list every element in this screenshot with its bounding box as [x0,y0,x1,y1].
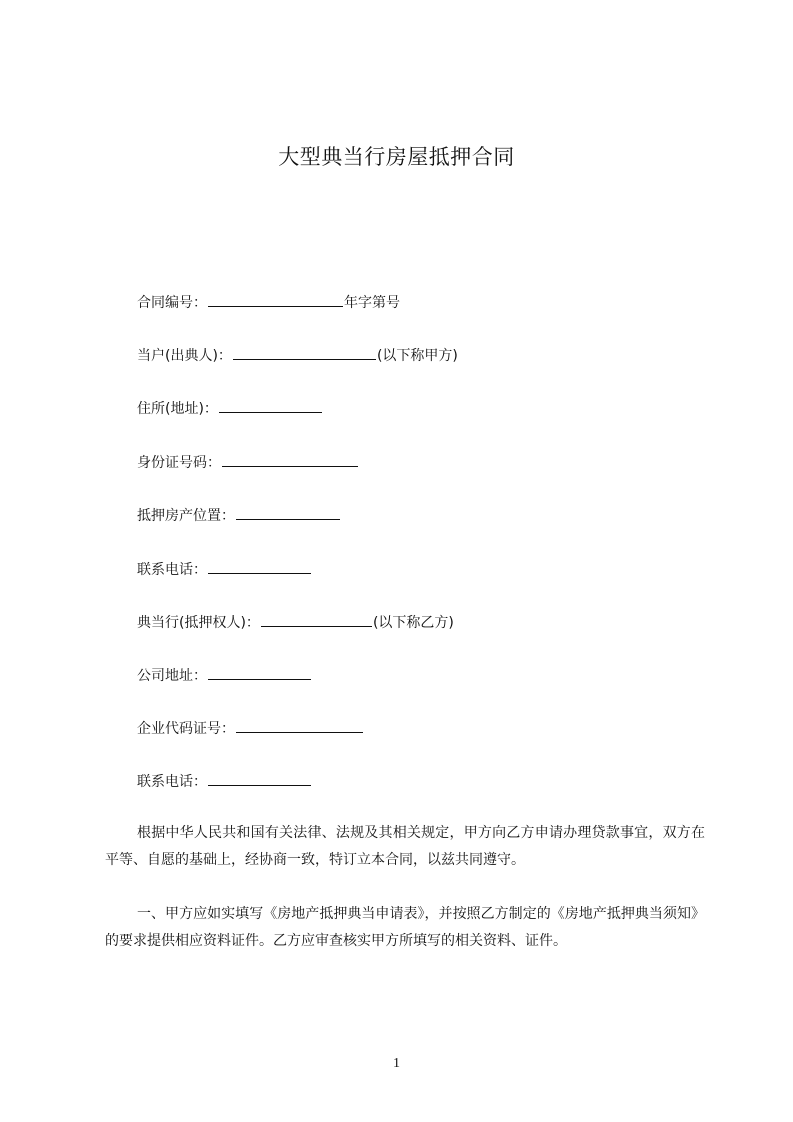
document-title: 大型典当行房屋抵押合同 [278,145,515,169]
company-address-blank[interactable] [208,665,311,680]
property-location-blank[interactable] [236,505,340,520]
pawnshop-blank[interactable] [261,612,372,627]
address-blank[interactable] [219,398,322,413]
pawnshop-label: 典当行(抵押权人)： [137,615,260,631]
phone-b-blank[interactable] [208,771,311,786]
contract-number-label: 合同编号： [137,295,207,311]
id-number-blank[interactable] [222,452,358,467]
pawnshop-field [137,612,454,633]
enterprise-code-label: 企业代码证号： [137,721,235,737]
pawner-blank[interactable] [233,345,376,360]
phone-a-field [137,559,312,580]
phone-b-label: 联系电话： [137,774,207,790]
property-location-field [137,505,341,526]
contract-number-field [137,292,400,313]
pawner-field [137,345,458,366]
pawnshop-suffix: (以下称乙方) [372,615,454,631]
clause-1-paragraph: 一、甲方应如实填写《房地产抵押典当申请表》，并按照乙方制定的《房地产抵押典当须知》的要求提供相应资料证件。乙方应审查核实甲方所填写的相关资料、证件。 [105,906,705,949]
enterprise-code-blank[interactable] [236,718,363,733]
preamble-paragraph: 根据中华人民共和国有关法律、法规及其相关规定，甲方向乙方申请办理贷款事宜，双方在平等、自愿的基础上，经协商一致，特订立本合同，以兹共同遵守。 [105,825,705,868]
id-number-field [137,452,359,473]
page-number: 1 [393,1056,400,1071]
id-number-label: 身份证号码： [137,455,221,471]
address-field [137,398,323,419]
pawner-label: 当户(出典人)： [137,348,232,364]
phone-a-blank[interactable] [208,559,311,574]
phone-b-field [137,771,312,792]
property-location-label: 抵押房产位置： [137,508,235,524]
company-address-field [137,665,312,686]
phone-a-label: 联系电话： [137,562,207,578]
pawner-suffix: (以下称甲方) [376,348,458,364]
company-address-label: 公司地址： [137,668,207,684]
enterprise-code-field [137,718,364,739]
address-label: 住所(地址)： [137,401,218,417]
contract-number-blank[interactable] [208,292,343,307]
contract-number-suffix: 年字第号 [344,295,400,311]
